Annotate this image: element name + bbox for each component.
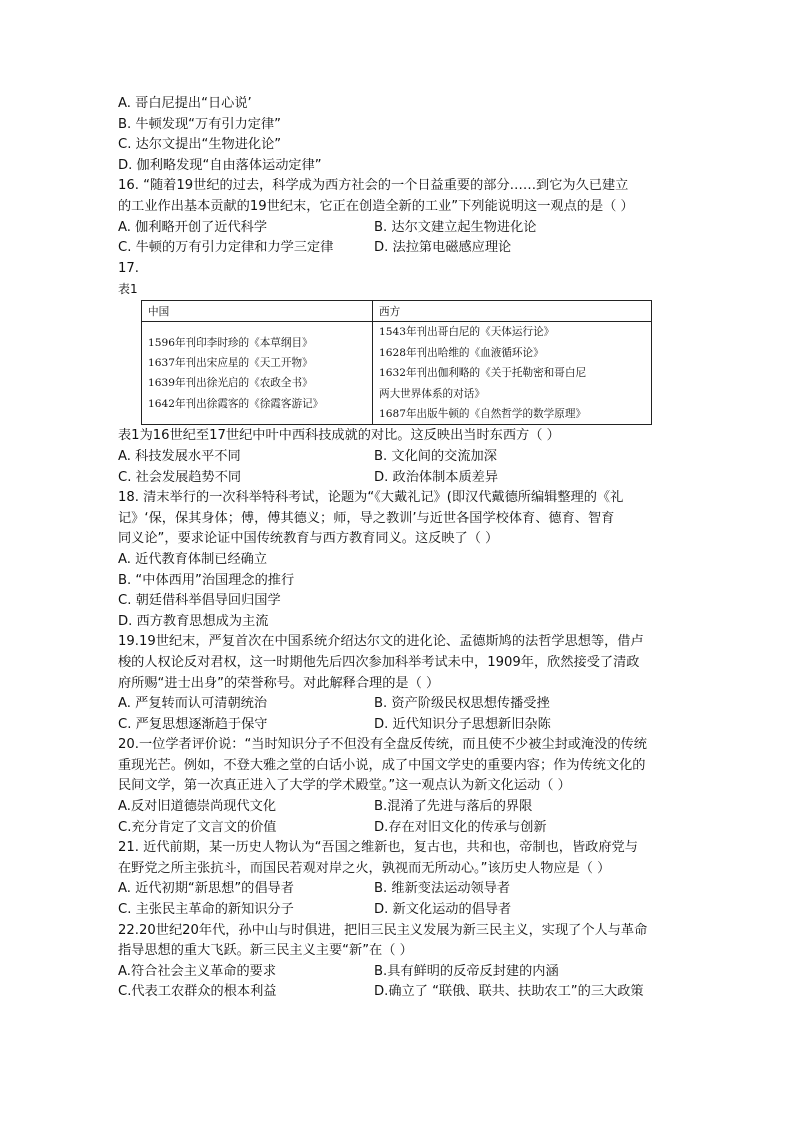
question-20 <box>118 735 678 838</box>
q16-option-d: D. 法拉第电磁感应理论 <box>374 240 512 256</box>
q15-option-c: C. 达尔文提出“生物进化论” <box>118 137 282 153</box>
q21-option-d: D. 新文化运动的倡导者 <box>374 902 512 918</box>
q19-option-a: A. 严复转而认可清朝统治 <box>118 696 268 712</box>
q16-option-b: B. 达尔文建立起生物进化论 <box>374 219 537 235</box>
china-achievement: 1642年刊出徐霞客的《徐霞客游记》 <box>148 397 324 410</box>
q20-stem-line-2: 重现光芒。例如，不登大雅之堂的白话小说，成了中国文学史的重要内容；作为传统文化的 <box>118 757 646 773</box>
q22-stem-line-1: 22.20世纪20年代，孙中山与时俱进，把旧三民主义发展为新三民主义，实现了个人与革命 <box>118 922 648 938</box>
q20-option-c: C.充分肯定了文言文的价值 <box>118 819 277 835</box>
west-achievement: 两大世界体系的对话》 <box>379 387 485 400</box>
q20-stem-line-1: 20.一位学者评价说：“当时知识分子不但没有全盘反传统，而且使不少被尘封或淹没的传统 <box>118 737 647 753</box>
west-achievement: 1628年刊出哈维的《血液循环论》 <box>379 346 544 359</box>
table-cell-west <box>373 322 652 425</box>
q18-option-a: A. 近代教育体制已经确立 <box>118 551 268 567</box>
table-header-china: 中国 <box>142 301 373 322</box>
q21-option-a: A. 近代初期“新思想”的倡导者 <box>118 881 294 897</box>
q21-options-row-1 <box>118 879 678 900</box>
q16-options-row-2 <box>118 238 678 259</box>
q17-option-b: B. 文化间的交流加深 <box>374 448 497 464</box>
question-22 <box>118 921 678 1003</box>
q15-option-d: D. 伽利略发现“自由落体运动定律” <box>118 157 322 173</box>
q22-options-row-2 <box>118 982 678 1003</box>
question-21 <box>118 838 678 920</box>
q17-stem: 表1为16世纪至17世纪中叶中西科技成就的对比。这反映出当时东西方（ ） <box>118 428 560 444</box>
q22-option-b: B.具有鲜明的反帝反封建的内涵 <box>374 963 559 979</box>
q15-option-b: B. 牛顿发现“万有引力定律” <box>118 116 281 132</box>
q22-option-c: C.代表工农群众的根本利益 <box>118 984 277 1000</box>
q17-options-row-2 <box>118 468 678 489</box>
q16-stem-line-2: 的工业作出基本贡献的19世纪末，它正在创造全新的工业”下列能说明这一观点的是（ ） <box>118 198 634 214</box>
q20-option-b: B.混淆了先进与落后的界限 <box>374 799 533 815</box>
q16-options-row-1 <box>118 218 678 239</box>
comparison-table <box>141 300 652 425</box>
q19-option-d: D. 近代知识分子思想新旧杂陈 <box>374 716 551 732</box>
q20-options-row-1 <box>118 797 678 818</box>
question-16 <box>118 176 678 258</box>
q18-option-c: C. 朝廷借科举倡导回归国学 <box>118 593 281 609</box>
q17-number: 17. <box>118 260 139 276</box>
west-achievement: 1687年出版牛顿的《自然哲学的数学原理》 <box>379 407 587 420</box>
q20-stem-line-3: 民间文学，第一次真正进入了大学的学术殿堂。”这一观点认为新文化运动（ ） <box>118 778 571 794</box>
west-achievement: 1632年刊出伽利略的《关于托勒密和哥白尼 <box>379 367 587 380</box>
q21-option-b: B. 维新变法运动领导者 <box>374 881 511 897</box>
q18-option-b: B. “中体西用”治国理念的推行 <box>118 572 295 588</box>
q17-options-row-1 <box>118 447 678 468</box>
question-18 <box>118 488 678 632</box>
q21-stem-line-2: 在野党之所主张抗斗，而国民若观对岸之火，孰视而无所动心。”该历史人物应是（ ） <box>118 860 611 876</box>
q21-stem-line-1: 21. 近代前期，某一历史人物认为“吾国之维新也，复古也，共和也，帝制也，皆政府党与 <box>118 840 638 856</box>
q17-option-d: D. 政治体制本质差异 <box>374 469 499 485</box>
q22-options-row-1 <box>118 962 678 983</box>
q17-table-label: 表1 <box>118 282 138 297</box>
q20-option-a: A.反对旧道德崇尚现代文化 <box>118 799 277 815</box>
q15-options <box>118 94 678 176</box>
q21-option-c: C. 主张民主革命的新知识分子 <box>118 902 294 918</box>
q17-option-a: A. 科技发展水平不同 <box>118 448 241 464</box>
q19-option-c: C. 严复思想逐渐趋于保守 <box>118 716 268 732</box>
table-header-row <box>142 301 652 322</box>
question-19 <box>118 632 678 735</box>
q19-options-row-2 <box>118 715 678 736</box>
west-achievement: 1543年刊出哥白尼的《天体运行论》 <box>379 326 555 339</box>
q19-option-b: B. 资产阶级民权思想传播受挫 <box>374 696 550 712</box>
q19-stem-line-3: 府所赐“进士出身”的荣誉称号。对此解释合理的是（ ） <box>118 675 440 691</box>
q22-option-d: D.确立了 “联俄、联共、扶助农工”的三大政策 <box>374 984 644 1000</box>
q20-options-row-2 <box>118 818 678 839</box>
q20-option-d: D.存在对旧文化的传承与创新 <box>374 819 547 835</box>
q16-stem-line-1: 16. “随着19世纪的过去，科学成为西方社会的一个日益重要的部分……到它为久已建立 <box>118 178 629 194</box>
q18-stem-line-1: 18. 清末举行的一次科举特科考试，论题为“《大戴礼记》(即汉代戴德所编辑整理的《礼 <box>118 490 624 506</box>
q16-option-a: A. 伽利略开创了近代科学 <box>118 219 268 235</box>
exam-page <box>118 94 678 1003</box>
table-cell-china <box>142 322 373 425</box>
china-achievement: 1596年刊印李时珍的《本草纲目》 <box>148 336 313 349</box>
q15-option-a: A. 哥白尼提出“日心说’ <box>118 96 252 111</box>
china-achievement: 1639年刊出徐光启的《农政全书》 <box>148 377 313 390</box>
q22-stem-line-2: 指导思想的重大飞跃。新三民主义主要“新”在（ ） <box>118 943 413 959</box>
q21-options-row-2 <box>118 900 678 921</box>
table-body-row <box>142 322 652 425</box>
question-17 <box>118 259 678 488</box>
q18-option-d: D. 西方教育思想成为主流 <box>118 613 269 629</box>
q17-option-c: C. 社会发展趋势不同 <box>118 469 242 485</box>
table-header-west: 西方 <box>373 301 652 322</box>
q16-option-c: C. 牛顿的万有引力定律和力学三定律 <box>118 240 334 256</box>
q19-options-row-1 <box>118 694 678 715</box>
q19-stem-line-2: 梭的人权论反对君权，这一时期他先后四次参加科举考试未中，1909年，欣然接受了清政 <box>118 654 640 670</box>
q22-option-a: A.符合社会主义革命的要求 <box>118 963 277 979</box>
q19-stem-line-1: 19.19世纪末，严复首次在中国系统介绍达尔文的进化论、孟德斯鸠的法哲学思想等，借卢 <box>118 634 644 650</box>
q18-stem-line-3: 同义论”，要求论证中国传统教育与西方教育同义。这反映了（ ） <box>118 531 499 547</box>
china-achievement: 1637年刊出宋应星的《天工开物》 <box>148 356 313 369</box>
q18-stem-line-2: 记》‘保，保其身体；傅，傅其德义；师，导之教训’与近世各国学校体育、德育、智育 <box>118 510 615 526</box>
